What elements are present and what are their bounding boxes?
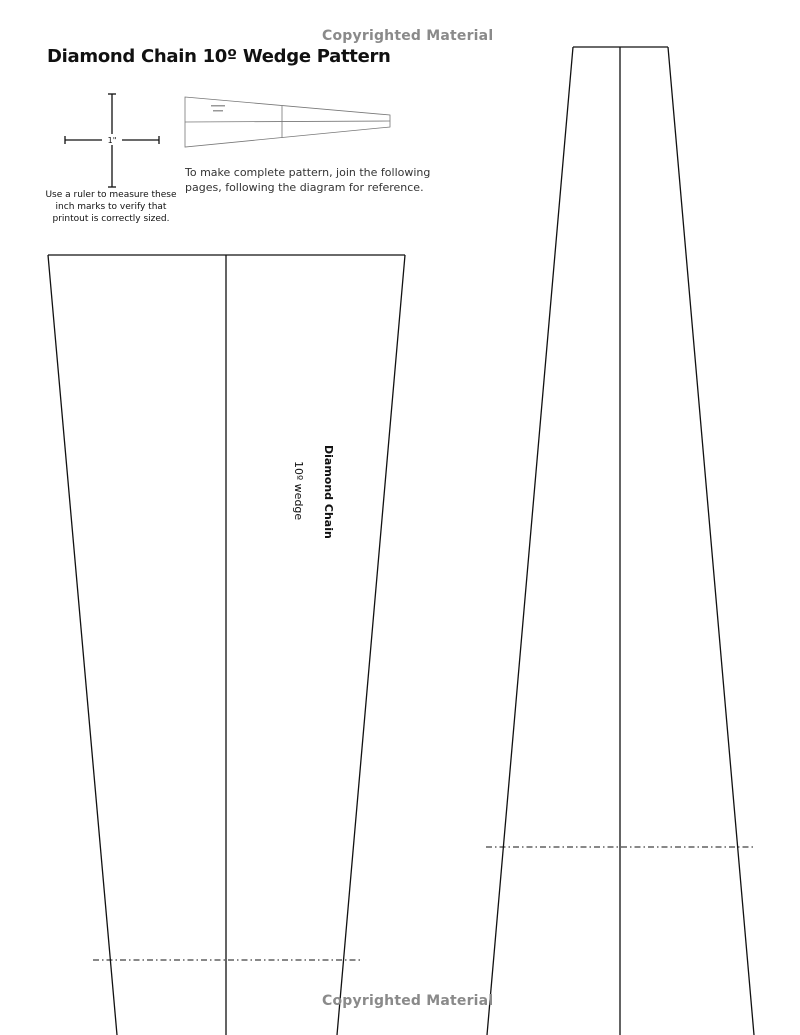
wedge-left-left-edge [48,255,117,1035]
wedge-angle-label: 10º wedge [292,461,305,521]
wedge-right-left-edge [487,47,573,1035]
watermark-top: Copyrighted Material [322,28,494,44]
ruler-caption: Use a ruler to measure these inch marks to verify that printout is correctly sized. [45,190,177,224]
wedge-piece-right [487,47,754,1035]
reference-diagram-label-marks [211,105,225,112]
instructions-text: To make complete pattern, join the following pages, following the diagram for reference. [185,166,431,194]
wedge-name-label: Diamond Chain [322,445,335,539]
wedge-left-right-edge [337,255,405,1035]
page-title: Diamond Chain 10º Wedge Pattern [47,46,391,67]
ruler-label: 1" [107,136,117,145]
reference-diagram [185,97,390,147]
wedge-right-right-edge [668,47,754,1035]
watermark-bottom: Copyrighted Material [322,993,494,1009]
wedge-piece-left [48,255,405,1035]
reference-diagram-centerline [185,121,390,122]
